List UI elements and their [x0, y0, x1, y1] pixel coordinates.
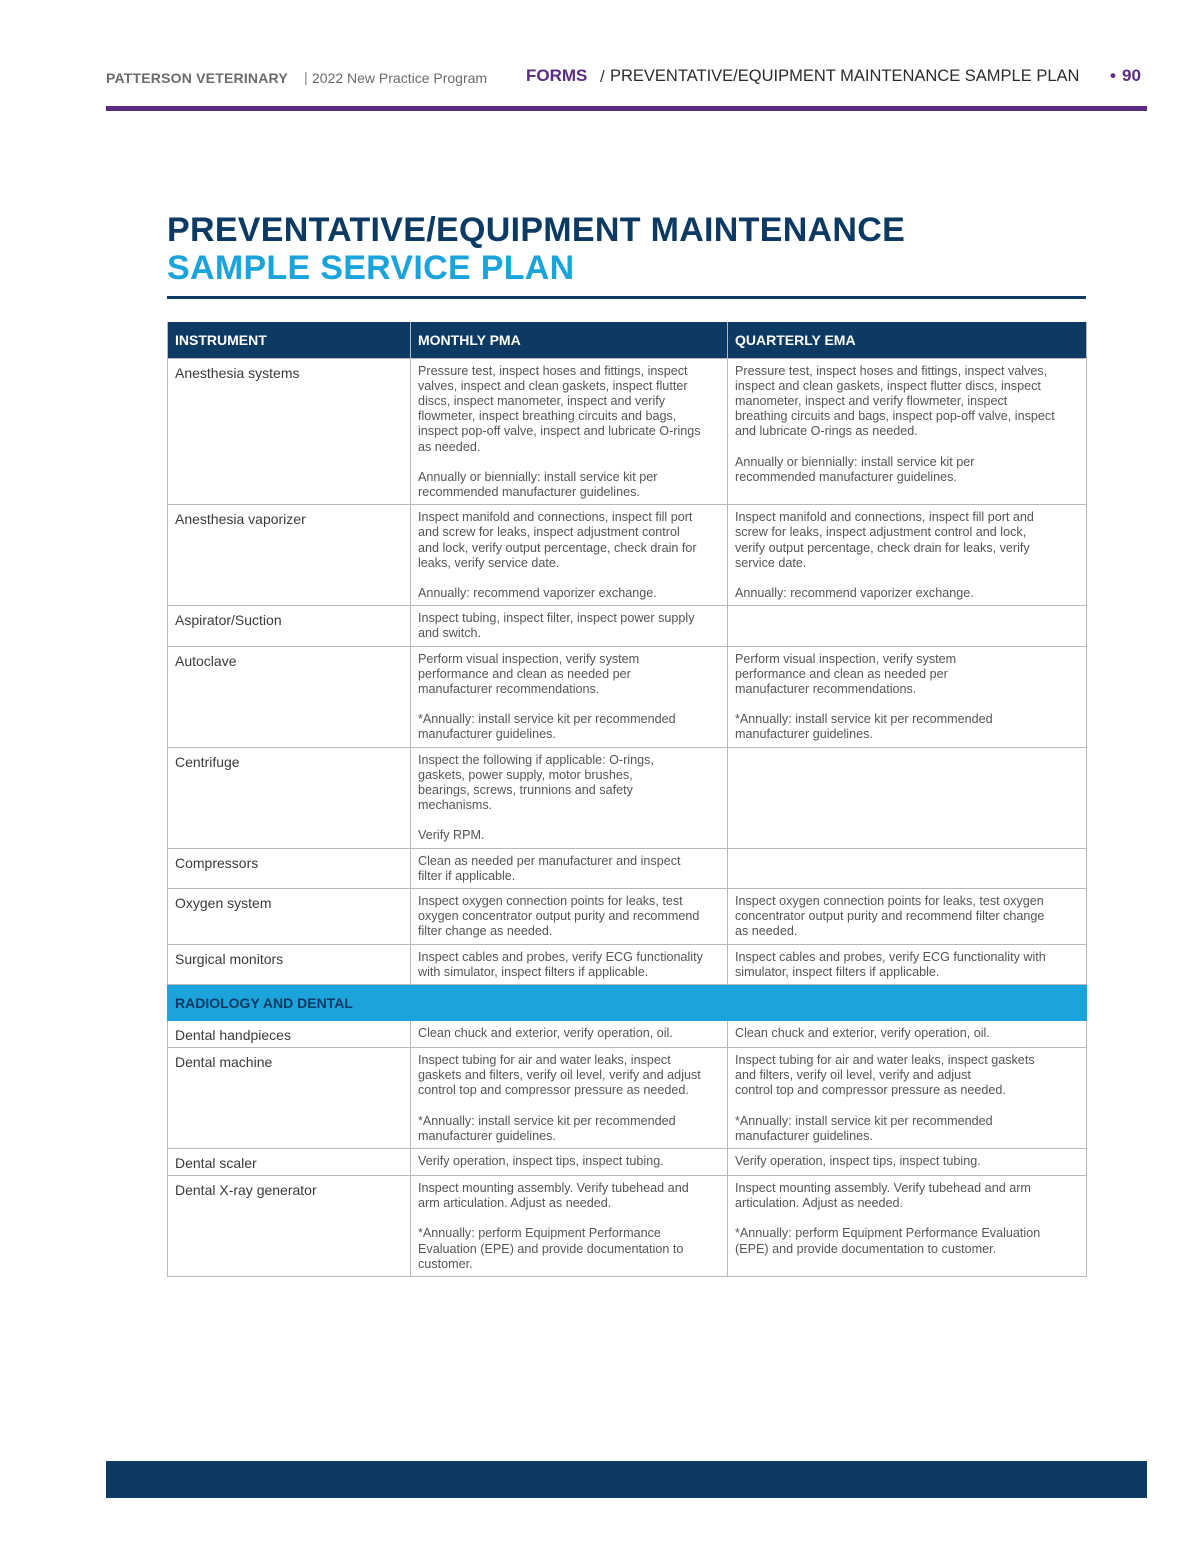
quarterly-ema-cell [728, 888, 1087, 944]
cell-paragraph: Annually: recommend vaporizer exchange. [418, 585, 657, 600]
page-header [106, 66, 1147, 90]
instrument-name: Dental X-ray generator [168, 1176, 411, 1277]
instrument-name: Dental handpieces [168, 1021, 411, 1048]
instrument-name: Dental machine [168, 1048, 411, 1149]
cell-paragraph: Perform visual inspection, verify system performance and clean as needed per manufacturer recommendations. [418, 651, 640, 696]
table-row [168, 848, 1087, 888]
monthly-pma-cell [411, 505, 728, 606]
cell-paragraph: Inspect cables and probes, verify ECG functionality with simulator, inspect filters if applicable. [735, 949, 1046, 979]
column-header-monthly: MONTHLY PMA [411, 322, 728, 358]
quarterly-ema-cell [728, 848, 1087, 888]
instrument-name: Centrifuge [168, 747, 411, 848]
table-row [168, 1149, 1087, 1176]
document-title: PREVENTATIVE/EQUIPMENT MAINTENANCE SAMPLE PLAN [610, 67, 1080, 85]
section-subheading: RADIOLOGY AND DENTAL [168, 985, 1087, 1021]
cell-paragraph: Inspect oxygen connection points for leaks, test oxygen concentrator output purity and recommend filter change as needed. [735, 893, 1045, 939]
monthly-pma-cell [411, 888, 728, 944]
quarterly-ema-cell [728, 944, 1087, 984]
instrument-name: Compressors [168, 848, 411, 888]
cell-paragraph: Verify operation, inspect tips, inspect tubing. [418, 1154, 664, 1169]
quarterly-ema-cell [728, 1149, 1087, 1176]
title-line-1: PREVENTATIVE/EQUIPMENT MAINTENANCE [167, 211, 906, 249]
cell-paragraph: Inspect mounting assembly. Verify tubehead and arm articulation. Adjust as needed. [418, 1181, 689, 1211]
page-number: 90 [1122, 66, 1141, 85]
quarterly-ema-cell [728, 505, 1087, 606]
table-row [168, 747, 1087, 848]
monthly-pma-cell [411, 646, 728, 747]
instrument-name: Anesthesia systems [168, 358, 411, 505]
page-title [167, 211, 905, 287]
monthly-pma-cell [411, 747, 728, 848]
cell-paragraph: Inspect oxygen connection points for leaks, test oxygen concentrator output purity and recommend filter change as needed. [418, 893, 700, 939]
header-rule [106, 106, 1147, 111]
title-rule [167, 296, 1086, 299]
cell-paragraph: Verify RPM. [418, 828, 485, 843]
cell-paragraph: Clean chuck and exterior, verify operation, oil. [735, 1026, 990, 1040]
cell-paragraph: *Annually: perform Equipment Performance Evaluation (EPE) and provide documentation to customer. [735, 1226, 1041, 1256]
column-header-quarterly: QUARTERLY EMA [728, 322, 1087, 358]
header-separator: | [304, 69, 308, 85]
table-row [168, 1176, 1087, 1277]
maintenance-table [167, 322, 1087, 1277]
cell-paragraph: Inspect the following if applicable: O-rings, gaskets, power supply, motor brushes, bearings, screws, trunnions and safety mechanisms. [418, 752, 654, 813]
table-row [168, 505, 1087, 606]
quarterly-ema-cell [728, 1176, 1087, 1277]
cell-paragraph: Inspect mounting assembly. Verify tubehead and arm articulation. Adjust as needed. [735, 1181, 1031, 1211]
monthly-pma-cell [411, 944, 728, 984]
cell-paragraph: Clean chuck and exterior, verify operation, oil. [418, 1026, 673, 1040]
monthly-pma-cell [411, 848, 728, 888]
title-line-2: SAMPLE SERVICE PLAN [167, 249, 575, 287]
instrument-name: Surgical monitors [168, 944, 411, 984]
section-name: FORMS [526, 66, 588, 85]
table-row [168, 646, 1087, 747]
table-row [168, 888, 1087, 944]
cell-paragraph: Perform visual inspection, verify system performance and clean as needed per manufacturer recommendations. [735, 651, 957, 696]
table-header-row [168, 322, 1087, 358]
cell-paragraph: Inspect tubing, inspect filter, inspect power supply and switch. [418, 611, 695, 641]
header-bullet: • [1110, 66, 1116, 85]
cell-paragraph: Annually: recommend vaporizer exchange. [735, 585, 974, 600]
instrument-name: Anesthesia vaporizer [168, 505, 411, 606]
monthly-pma-cell [411, 1176, 728, 1277]
cell-paragraph: *Annually: install service kit per recommended manufacturer guidelines. [418, 712, 676, 742]
quarterly-ema-cell [728, 1021, 1087, 1048]
cell-paragraph: Clean as needed per manufacturer and inspect filter if applicable. [418, 853, 681, 883]
section-subheading-row [168, 985, 1087, 1021]
cell-paragraph: *Annually: perform Equipment Performance Evaluation (EPE) and provide documentation to customer. [418, 1226, 684, 1271]
cell-paragraph: Pressure test, inspect hoses and fittings, inspect valves, inspect and clean gaskets, inspect flutter discs, inspect manometer, inspect and verify flowmeter, inspect breathing circuits and bags, inspect pop-off valve, inspect and lubricate O-rings as needed. [418, 363, 701, 454]
quarterly-ema-cell [728, 646, 1087, 747]
cell-paragraph: Inspect tubing for air and water leaks, inspect gaskets and filters, verify oil level, verify and adjust control top and compressor pressure as needed. [418, 1053, 701, 1098]
cell-paragraph: *Annually: install service kit per recommended manufacturer guidelines. [418, 1113, 676, 1143]
monthly-pma-cell [411, 358, 728, 505]
header-slash: / [600, 67, 605, 86]
cell-paragraph: Inspect manifold and connections, inspect fill port and screw for leaks, inspect adjustment control and lock, verify output percentage, check drain for leaks, verify service date. [418, 510, 697, 570]
cell-paragraph: Annually or biennially: install service kit per recommended manufacturer guidelines. [418, 469, 658, 499]
cell-paragraph: Inspect tubing for air and water leaks, inspect gaskets and filters, verify oil level, verify and adjust control top and compressor pressure as needed. [735, 1053, 1035, 1098]
cell-paragraph: Annually or biennially: install service kit per recommended manufacturer guidelines. [735, 454, 975, 484]
cell-paragraph: *Annually: install service kit per recommended manufacturer guidelines. [735, 712, 993, 742]
table-row [168, 944, 1087, 984]
footer-bar [106, 1461, 1147, 1498]
instrument-name: Aspirator/Suction [168, 606, 411, 646]
monthly-pma-cell [411, 1021, 728, 1048]
quarterly-ema-cell [728, 358, 1087, 505]
monthly-pma-cell [411, 1149, 728, 1176]
cell-paragraph: *Annually: install service kit per recommended manufacturer guidelines. [735, 1113, 993, 1143]
program-name: 2022 New Practice Program [312, 70, 488, 86]
cell-paragraph: Verify operation, inspect tips, inspect tubing. [735, 1154, 981, 1169]
monthly-pma-cell [411, 1048, 728, 1149]
table-row [168, 358, 1087, 505]
instrument-name: Oxygen system [168, 888, 411, 944]
quarterly-ema-cell [728, 606, 1087, 646]
brand-name: PATTERSON VETERINARY [106, 70, 288, 86]
table-row [168, 1021, 1087, 1048]
column-header-instrument: INSTRUMENT [168, 322, 411, 358]
table-row [168, 1048, 1087, 1149]
cell-paragraph: Inspect manifold and connections, inspect fill port and screw for leaks, inspect adjustment control and lock, verify output percentage, check drain for leaks, verify service date. [735, 510, 1034, 570]
instrument-name: Dental scaler [168, 1149, 411, 1176]
instrument-name: Autoclave [168, 646, 411, 747]
quarterly-ema-cell [728, 747, 1087, 848]
quarterly-ema-cell [728, 1048, 1087, 1149]
cell-paragraph: Pressure test, inspect hoses and fittings, inspect valves, inspect and clean gaskets, inspect flutter discs, inspect manometer, inspect and verify flowmeter, inspect breathing circuits and bags, inspect pop-off valve, inspect and lubricate O-rings as needed. [735, 363, 1055, 439]
monthly-pma-cell [411, 606, 728, 646]
cell-paragraph: Inspect cables and probes, verify ECG functionality with simulator, inspect filters if applicable. [418, 949, 703, 979]
table-row [168, 606, 1087, 646]
